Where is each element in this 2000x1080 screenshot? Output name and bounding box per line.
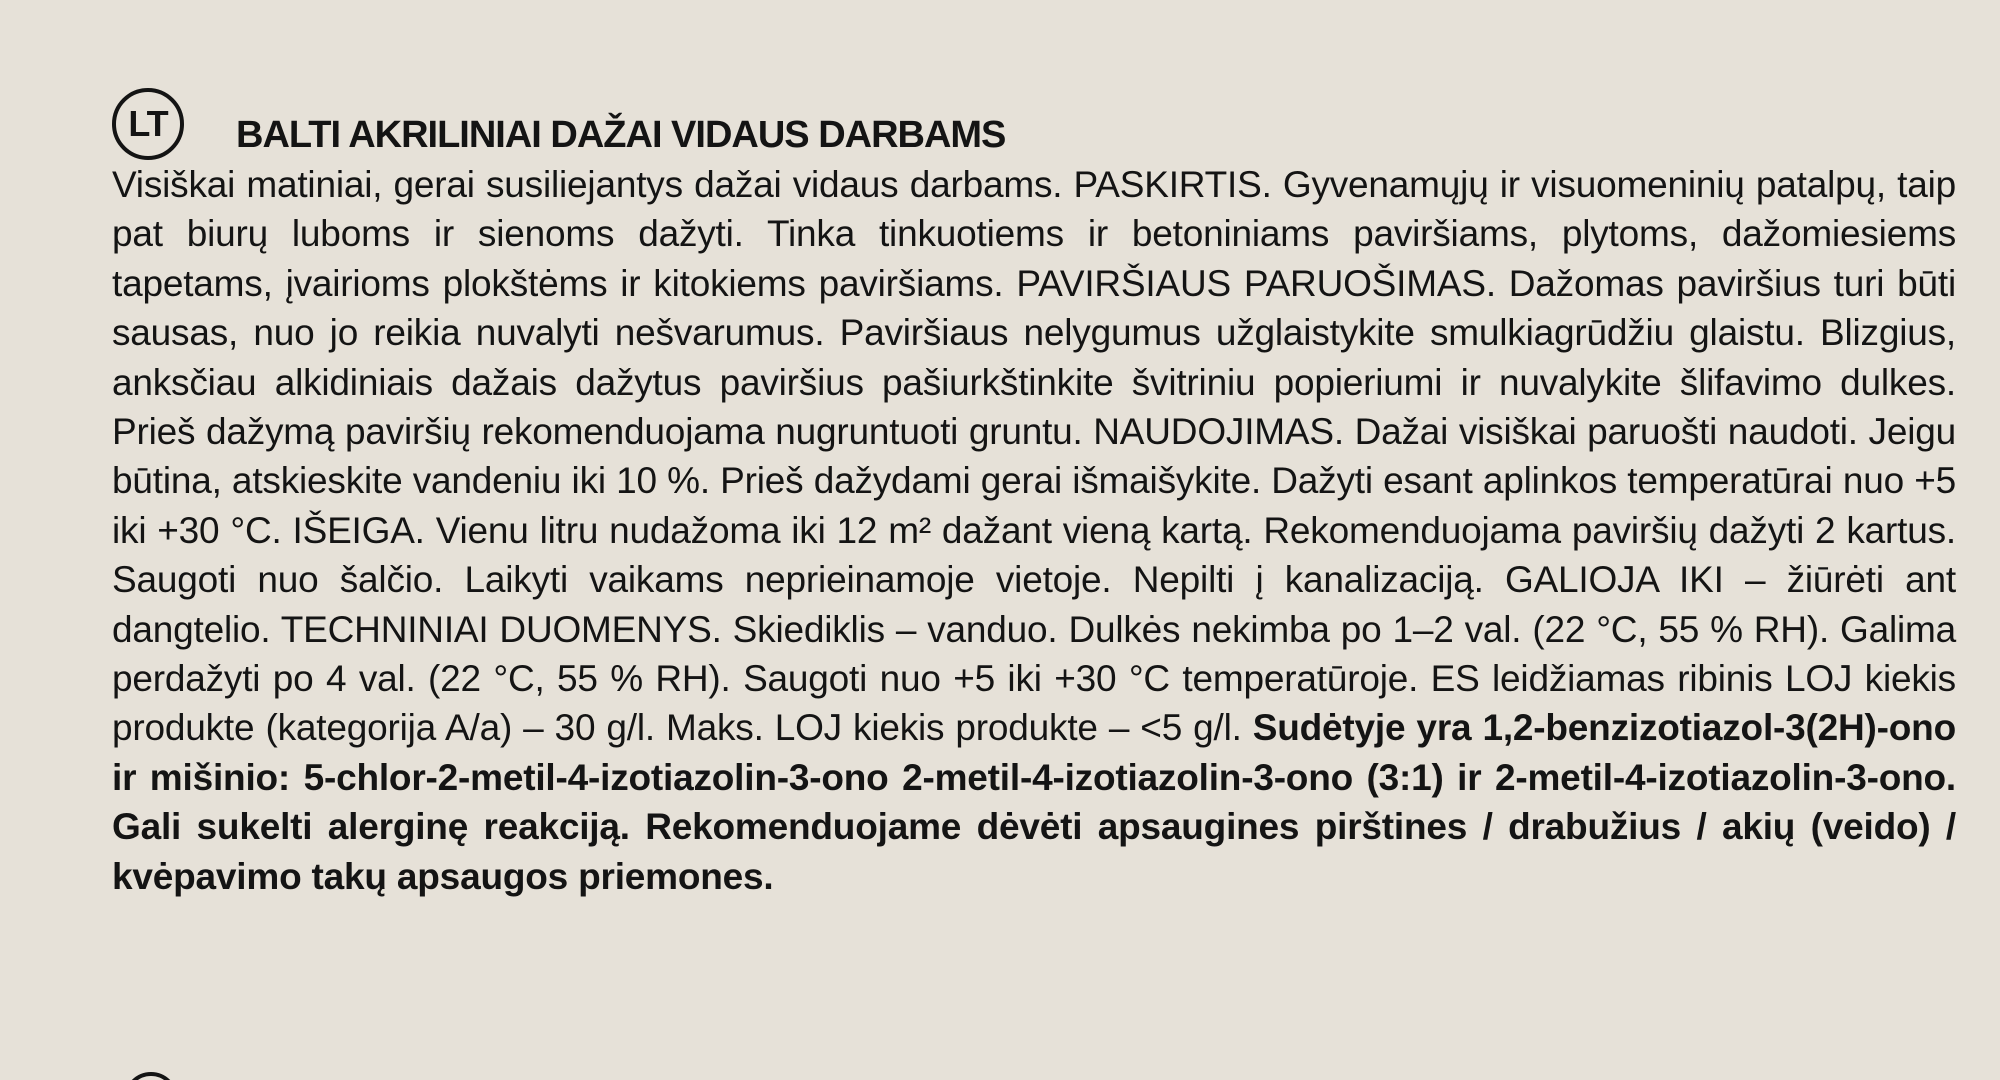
language-badge: LT bbox=[112, 88, 184, 160]
hazard-warning-text: Sudėtyje yra 1,2-benzizotiazol-3(2H)-ono ir mišinio: 5-chlor-2-metil-4-izotiazolin-3-ono 2-metil-4-izotiazolin-3-ono (3:1) ir 2-metil-4-izotiazolin-3-ono. Gali sukelti alerginę reakciją. Rekomenduojame dėvėti apsaugines pirštines / drabužius / akių (veido) / kvėpavimo takų apsaugos priemones. bbox=[112, 707, 1956, 897]
label-header bbox=[112, 88, 1956, 160]
description-regular-text: Visiškai matiniai, gerai susiliejantys dažai vidaus darbams. PASKIRTIS. Gyvenamųjų ir visuomeninių patalpų, taip pat biurų luboms ir sienoms dažyti. Tinka tinkuotiems ir betoniniams paviršiams, plytoms, dažomiesiems tapetams, įvairioms plokštėms ir kitokiems paviršiams. PAVIRŠIAUS PARUOŠIMAS. Dažomas paviršius turi būti sausas, nuo jo reikia nuvalyti nešvarumus. Paviršiaus nelygumus užglaistykite smulkiagrūdžiu glaistu. Blizgius, anksčiau alkidiniais dažais dažytus paviršius pašiurkštinkite švitriniu popieriumi ir nuvalykite šlifavimo dulkes. Prieš dažymą paviršių rekomenduojama nugruntuoti gruntu. NAUDOJIMAS. Dažai visiškai paruošti naudoti. Jeigu būtina, atskieskite vandeniu iki 10 %. Prieš dažydami gerai išmaišykite. Dažyti esant aplinkos temperatūrai nuo +5 iki +30 °C. IŠEIGA. Vienu litru nudažoma iki 12 m² dažant vieną kartą. Rekomenduojama paviršių dažyti 2 kartus. Saugoti nuo šalčio. Laikyti vaikams neprieinamoje vietoje. Nepilti į kanalizaciją. GALIOJA IKI – žiūrėti ant dangtelio. TECHNINIAI DUOMENYS. Skiediklis – vanduo. Dulkės nekimba po 1–2 val. (22 °C, 55 % RH). Galima perdažyti po 4 val. (22 °C, 55 % RH). Saugoti nuo +5 iki +30 °C temperatūroje. ES leidžiamas ribinis LOJ kiekis produkte (kategorija A/a) – 30 g/l. Maks. LOJ kiekis produkte – <5 g/l. bbox=[112, 164, 1956, 749]
next-language-badge-partial bbox=[124, 1072, 178, 1080]
product-title: BALTI AKRILINIAI DAŽAI VIDAUS DARBAMS bbox=[236, 114, 1006, 156]
product-label-lt bbox=[112, 88, 1956, 901]
product-description bbox=[112, 160, 1956, 901]
